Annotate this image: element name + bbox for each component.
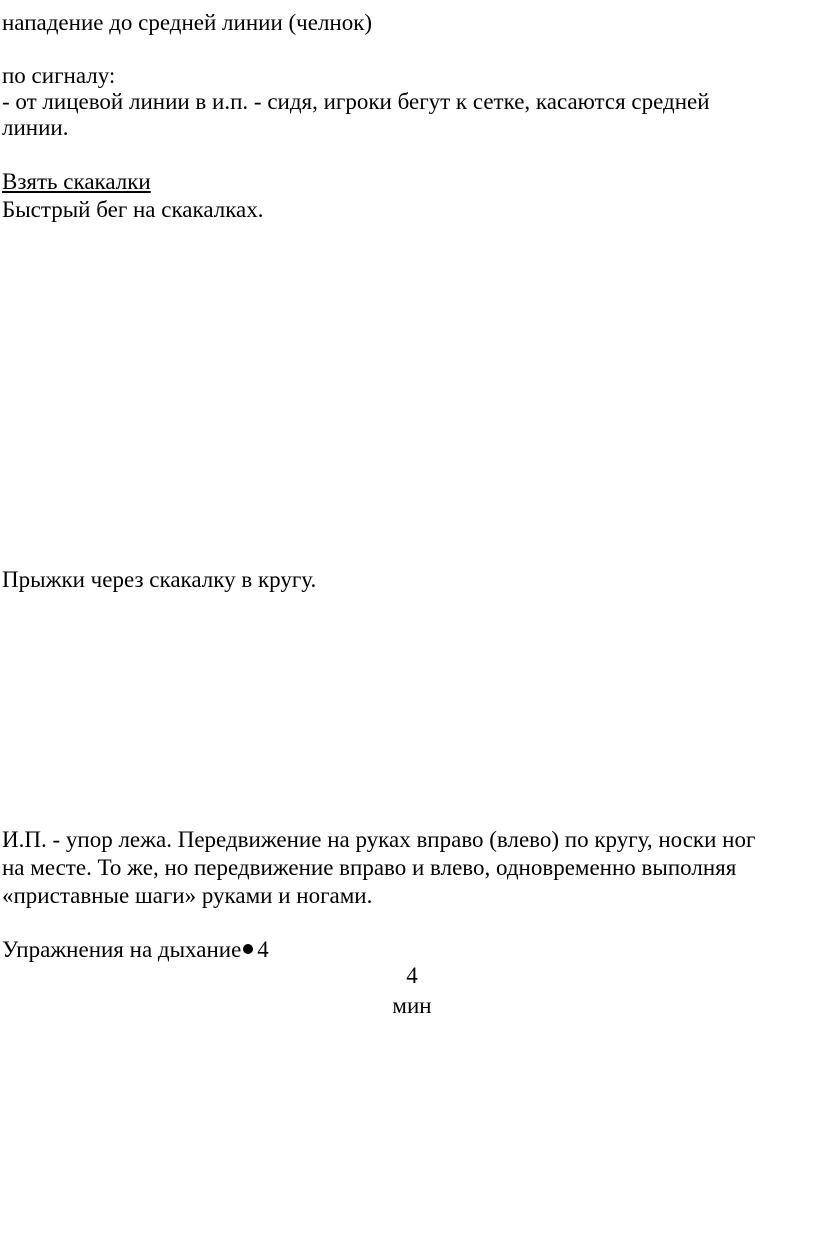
text-line-fast-run-ropes: Быстрый бег на скакалках. bbox=[2, 197, 264, 222]
text-line-from-end-line: - от лицевой линии в и.п. - сидя, игроки бегут к сетке, касаются средней bbox=[2, 89, 710, 114]
text-line-plank-start: И.П. - упор лежа. Передвижение на руках вправо (влево) по кругу, носки ног bbox=[2, 827, 756, 852]
text-line-shuttle-attack: нападение до средней линии (челнок) bbox=[2, 10, 373, 35]
text-line-on-signal: по сигналу: bbox=[2, 63, 116, 88]
text-line-plank-middle: на месте. То же, но передвижение вправо и влево, одновременно выполняя bbox=[2, 855, 737, 880]
breathing-number: 4 bbox=[257, 937, 269, 962]
duration-value: 4 bbox=[406, 963, 418, 988]
text-line-jumps-in-circle: Прыжки через скакалку в кругу. bbox=[2, 567, 317, 592]
breathing-label: Упражнения на дыхание bbox=[2, 937, 242, 962]
text-line-middle-line: линии. bbox=[2, 115, 69, 140]
text-heading-take-ropes: Взять скакалки bbox=[2, 169, 151, 194]
duration-unit: мин bbox=[392, 993, 432, 1018]
text-line-breathing-exercises bbox=[2, 937, 269, 963]
bullet-icon bbox=[243, 944, 253, 954]
text-line-plank-end: «приставные шаги» руками и ногами. bbox=[2, 883, 373, 908]
